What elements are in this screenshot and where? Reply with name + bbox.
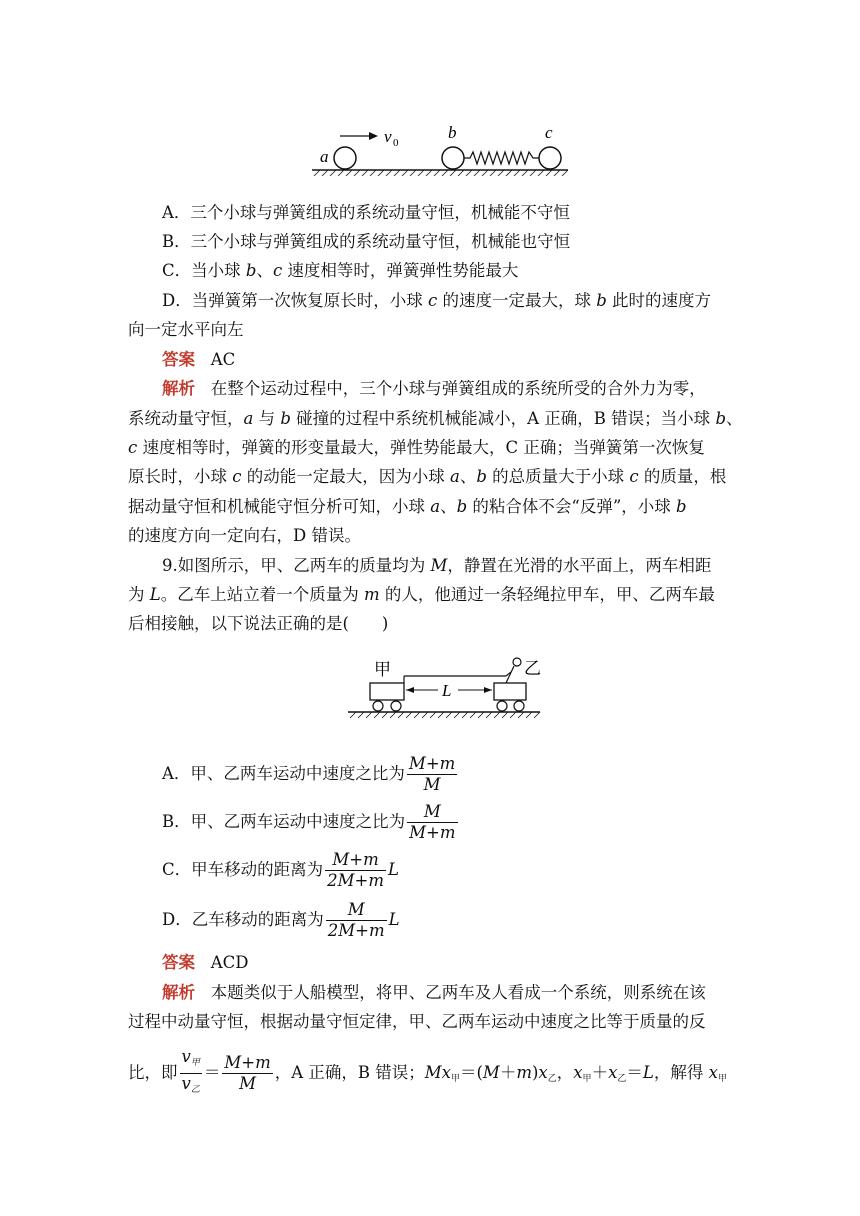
spring [464, 152, 539, 164]
var: M [430, 556, 448, 575]
velocity-arrowhead [369, 132, 378, 140]
fraction-velocity [180, 1047, 202, 1100]
label-v0: v [384, 127, 392, 146]
text: 系统动量守恒， [128, 409, 244, 428]
var-b: b [596, 291, 607, 310]
q9-analysis-2: 过程中动量守恒，根据动量守恒定律，甲、乙两车运动中速度之比等于质量的反 [128, 1012, 706, 1031]
q9-stem-3: 后相接触，以下说法正确的是( ) [128, 614, 389, 633]
subscript: 甲 [582, 1074, 592, 1084]
wheel [391, 701, 401, 711]
var-b: b [245, 261, 257, 280]
text: 的质量，根 [638, 467, 727, 486]
var: m [363, 585, 380, 604]
q9-option-c [162, 848, 399, 892]
text: B．甲、乙两车运动中速度之比为 [162, 812, 406, 831]
text: 为 [128, 585, 150, 604]
ground-hatch [350, 712, 540, 718]
ground-hatch [314, 170, 568, 176]
text: C．当小球 [162, 261, 246, 280]
text: 的动能一定最大，因为小球 [241, 467, 450, 486]
text: ＝( [459, 1063, 483, 1082]
text: 。乙车上站立着一个质量为 [160, 585, 364, 604]
var: L [149, 585, 161, 604]
denominator: 2M+m [327, 871, 384, 890]
var: b [715, 409, 726, 428]
q8-answer [162, 349, 235, 371]
text: 、 [440, 497, 457, 516]
figure-balls-spring [300, 118, 600, 194]
fraction [325, 850, 386, 891]
fraction [407, 754, 457, 795]
var: c [128, 438, 138, 457]
text: A．甲、乙两车运动中速度之比为 [162, 764, 405, 783]
var: a [430, 497, 441, 516]
q8-analysis-3 [128, 437, 705, 459]
var: c [232, 467, 242, 486]
answer-value: AC [210, 350, 236, 369]
var-c: c [427, 291, 438, 310]
answer-label: 答案 [162, 953, 195, 972]
var: M [482, 1063, 500, 1082]
text: ＝ [626, 1063, 643, 1082]
text: 此时的速度方 [606, 291, 712, 310]
arrow-left [406, 687, 414, 693]
answer-label: 答案 [162, 350, 195, 369]
var: L [642, 1063, 654, 1082]
text: 的人，他通过一条轻绳拉甲车，甲、乙两车最 [379, 585, 715, 604]
q8-option-a: A．三个小球与弹簧组成的系统动量守恒，机械能不守恒 [162, 203, 570, 222]
denominator: 2M+m [327, 921, 385, 940]
numerator: M [326, 900, 387, 921]
var: x [608, 1063, 618, 1082]
denominator: M [423, 775, 441, 794]
text: 比，即 [128, 1063, 178, 1082]
label-yi: 乙 [524, 659, 541, 678]
q9-stem-1 [162, 555, 711, 577]
var: c [629, 467, 639, 486]
denominator [180, 1074, 202, 1100]
var: a [450, 467, 460, 486]
numerator [180, 1047, 202, 1074]
var: x [538, 1063, 548, 1082]
subscript: 乙 [547, 1074, 557, 1084]
q8-analysis-4 [128, 466, 726, 488]
text: 的粘合体不会“反弹”，小球 [467, 497, 677, 516]
var: b [676, 497, 687, 516]
text: ，静置在光滑的水平面上，两车相距 [447, 556, 712, 575]
var: x [708, 1063, 718, 1082]
cart-yi [494, 683, 526, 700]
text: 、 [459, 467, 477, 486]
var-c: c [272, 261, 283, 280]
text: 碰撞的过程中系统机械能减小，A 正确，B 错误；当小球 [290, 409, 716, 428]
var: b [476, 467, 487, 486]
subscript: 甲 [190, 1058, 200, 1068]
var: b [280, 409, 291, 428]
analysis-label: 解析 [162, 379, 195, 398]
text: 本题类似于人船模型，将甲、乙两车及人看成一个系统，则系统在该 [210, 983, 706, 1002]
label-a: a [320, 147, 329, 166]
text: ，解得 [653, 1063, 709, 1082]
numerator: M+m [408, 754, 456, 773]
q8-analysis-1 [162, 378, 706, 400]
denominator: M+m [409, 823, 456, 842]
q9-analysis-3 [128, 1047, 727, 1101]
text: 、 [256, 261, 273, 280]
arrow-right [484, 687, 492, 693]
var: a [243, 409, 254, 428]
var: x [573, 1063, 583, 1082]
q9-option-b [162, 800, 460, 844]
var: L [388, 860, 399, 879]
var: b [456, 497, 468, 516]
figure-two-carts [344, 650, 544, 720]
subscript: 乙 [617, 1074, 627, 1084]
subscript: 甲 [450, 1074, 460, 1084]
subscript: 甲 [717, 1074, 727, 1084]
text: 与 [253, 409, 281, 428]
var: m [516, 1063, 532, 1082]
subscript: 乙 [190, 1085, 200, 1095]
q8-analysis-6: 的速度方向一定向右，D 错误。 [128, 526, 361, 545]
numerator: M+m [224, 1053, 271, 1072]
var-v: v [181, 1074, 191, 1093]
text: 原长时，小球 [128, 467, 233, 486]
fraction [326, 900, 387, 941]
fraction [407, 802, 457, 843]
text: 的速度一定最大，球 [437, 291, 597, 310]
analysis-label: 解析 [162, 983, 195, 1002]
text: 9.如图所示，甲、乙两车的质量均为 [162, 556, 431, 575]
q8-analysis-5 [128, 496, 687, 518]
q8-analysis-2 [128, 408, 743, 430]
q8-option-d [162, 290, 711, 312]
numerator: M [407, 802, 457, 823]
ball-b [442, 147, 464, 169]
label-v0-sub: 0 [393, 137, 399, 149]
text: 速度相等时，弹簧弹性势能最大 [282, 261, 519, 280]
cart-jia [370, 683, 404, 700]
text: D．乙车移动的距离为 [162, 910, 324, 929]
fraction-mass [222, 1053, 272, 1094]
wheel [373, 701, 383, 711]
equals: ＝ [203, 1063, 221, 1082]
var: Mx [424, 1063, 451, 1082]
numerator: M+m [325, 850, 386, 871]
label-b: b [448, 123, 457, 142]
text: ＋ [499, 1063, 517, 1082]
ball-a [334, 147, 356, 169]
label-L: L [442, 681, 452, 700]
text: ，A 正确，B 错误； [274, 1063, 425, 1082]
text: D．当弹簧第一次恢复原长时，小球 [162, 291, 428, 310]
text: ， [556, 1063, 574, 1082]
q9-option-a [162, 752, 459, 796]
q8-option-b: B．三个小球与弹簧组成的系统动量守恒，机械能也守恒 [162, 232, 571, 251]
text: 、 [726, 409, 743, 428]
answer-value: ACD [210, 953, 249, 972]
ball-c [539, 147, 561, 169]
label-c: c [545, 123, 553, 142]
text: 速度相等时，弹簧的形变量最大，弹性势能最大，C 正确；当弹簧第一次恢复 [137, 438, 705, 457]
q9-stem-2 [128, 584, 715, 606]
var-v: v [181, 1047, 191, 1066]
denominator: M [239, 1074, 256, 1093]
text: 的总质量大于小球 [486, 467, 630, 486]
wheel [497, 701, 507, 711]
q8-option-d-cont: 向一定水平向左 [128, 320, 244, 339]
q9-option-d [162, 898, 400, 942]
text: C．甲车移动的距离为 [162, 860, 324, 879]
var: L [388, 910, 400, 929]
label-jia: 甲 [374, 660, 391, 679]
wheel [514, 701, 524, 711]
text: 在整个运动过程中，三个小球与弹簧组成的系统所受的合外力为零， [210, 379, 706, 398]
text: 据动量守恒和机械能守恒分析可知，小球 [128, 497, 431, 516]
text: ) [531, 1063, 539, 1082]
q9-analysis-1 [162, 982, 706, 1004]
q8-option-c [162, 260, 518, 282]
person-head [513, 658, 521, 666]
text: ＋ [591, 1063, 609, 1082]
q9-answer [162, 952, 249, 974]
